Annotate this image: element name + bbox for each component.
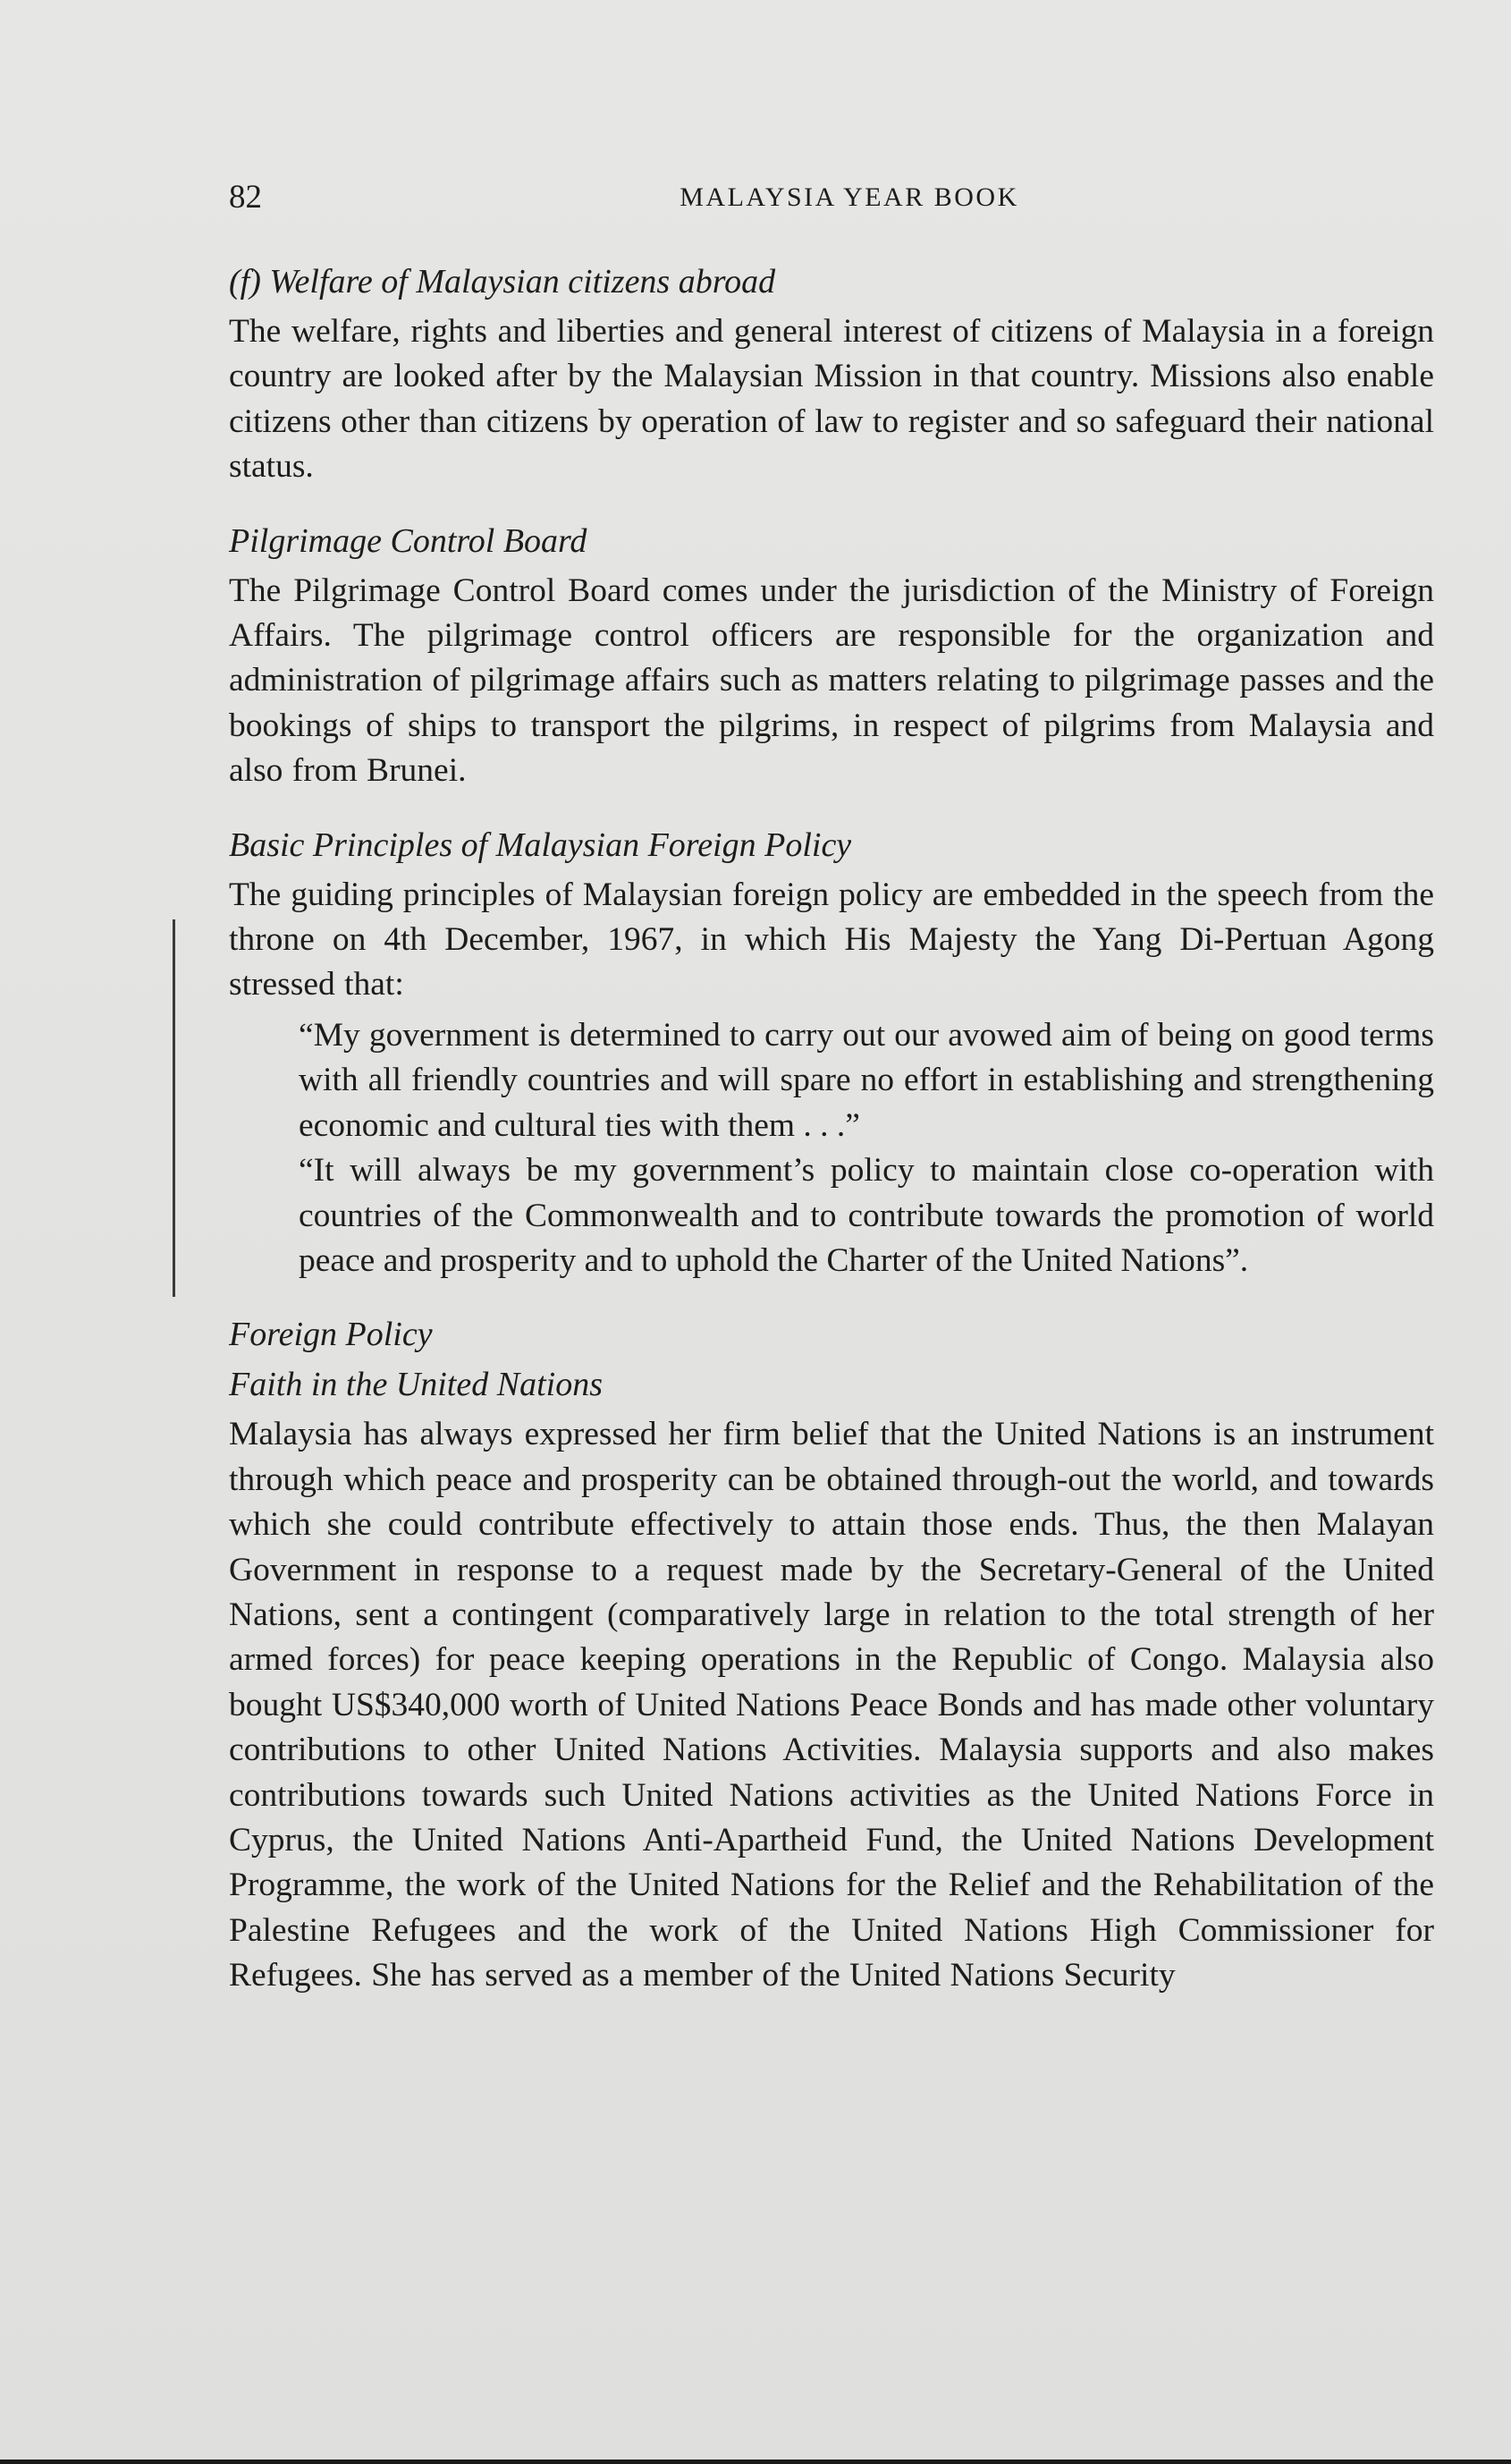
scan-edge [0,2460,1511,2464]
section-pilgrimage-control-board [229,519,1434,794]
paragraph: Malaysia has always expressed her firm belief that the United Nations is an instrument through which peace and prosperity can be obtained through-out the world, and towards which she could contribute effectively to attain those ends. Thus, the then Malayan Government in response to a request made by the Secretary-General of the United Nations, sent a contingent (comparatively large in relation to the total strength of her armed forces) for peace keeping operations in the Republic of Congo. Malaysia also bought US$340,000 worth of United Nations Peace Bonds and has made other voluntary contributions to other United Nations Activities. Malaysia supports and also makes contributions towards such United Nations activities as the United Nations Force in Cyprus, the United Nations Anti-Apartheid Fund, the United Nations Development Programme, the work of the United Nations for the Relief and the Rehabilitation of the Palestine Refugees and the work of the United Nations High Commissioner for Refugees. She has served as a member of the United Nations Security [229,1416,1434,1994]
section-heading: Foreign Policy [229,1316,433,1354]
section-heading: (f) Welfare of Malaysian citizens abroad [229,263,776,301]
section-foreign-policy [229,1312,1434,1998]
section-welfare-citizens-abroad [229,259,1434,490]
book-title: MALAYSIA YEAR BOOK [680,182,1019,212]
section-heading: Pilgrimage Control Board [229,521,587,560]
paragraph: The guiding principles of Malaysian foreign policy are embedded in the speech from the throne on 4th December, 1967, in which His Majesty the Yang Di-Pertuan Agong stressed that: [229,876,1434,1003]
block-quote: “It will always be my government’s policy to maintain close co-operation with countries of the Commonwealth and to contribute towards the promotion of world peace and prosperity and to uphold the Charter of the United Nations”. [299,1152,1434,1279]
page-number: 82 [229,179,262,216]
section-basic-principles [229,823,1434,1284]
page-body [229,259,1434,1999]
section-heading: Basic Principles of Malaysian Foreign Policy [229,826,852,864]
paragraph: The welfare, rights and liberties and general interest of citizens of Malaysia in a foreign country are looked after by the Malaysian Mission in that country. Missions also enable citizens other than citizens by operation of law to register and so safeguard their national status. [229,313,1434,486]
margin-revision-bar [173,919,175,1297]
running-head [229,175,1434,220]
paragraph: The Pilgrimage Control Board comes under the jurisdiction of the Ministry of Foreign Affairs. The pilgrimage control officers are responsible for the organization and administration of pilgrimage affairs such as matters relating to pilgrimage passes and the bookings of ships to transport the pilgrims, in respect of pilgrims from Malaysia and also from Brunei. [229,572,1434,790]
block-quote: “My government is determined to carry out our avowed aim of being on good terms with all friendly countries and will spare no effort in establishing and strengthening economic and cultural ties with them . . .” [299,1016,1434,1144]
section-subheading: Faith in the United Nations [229,1366,603,1404]
